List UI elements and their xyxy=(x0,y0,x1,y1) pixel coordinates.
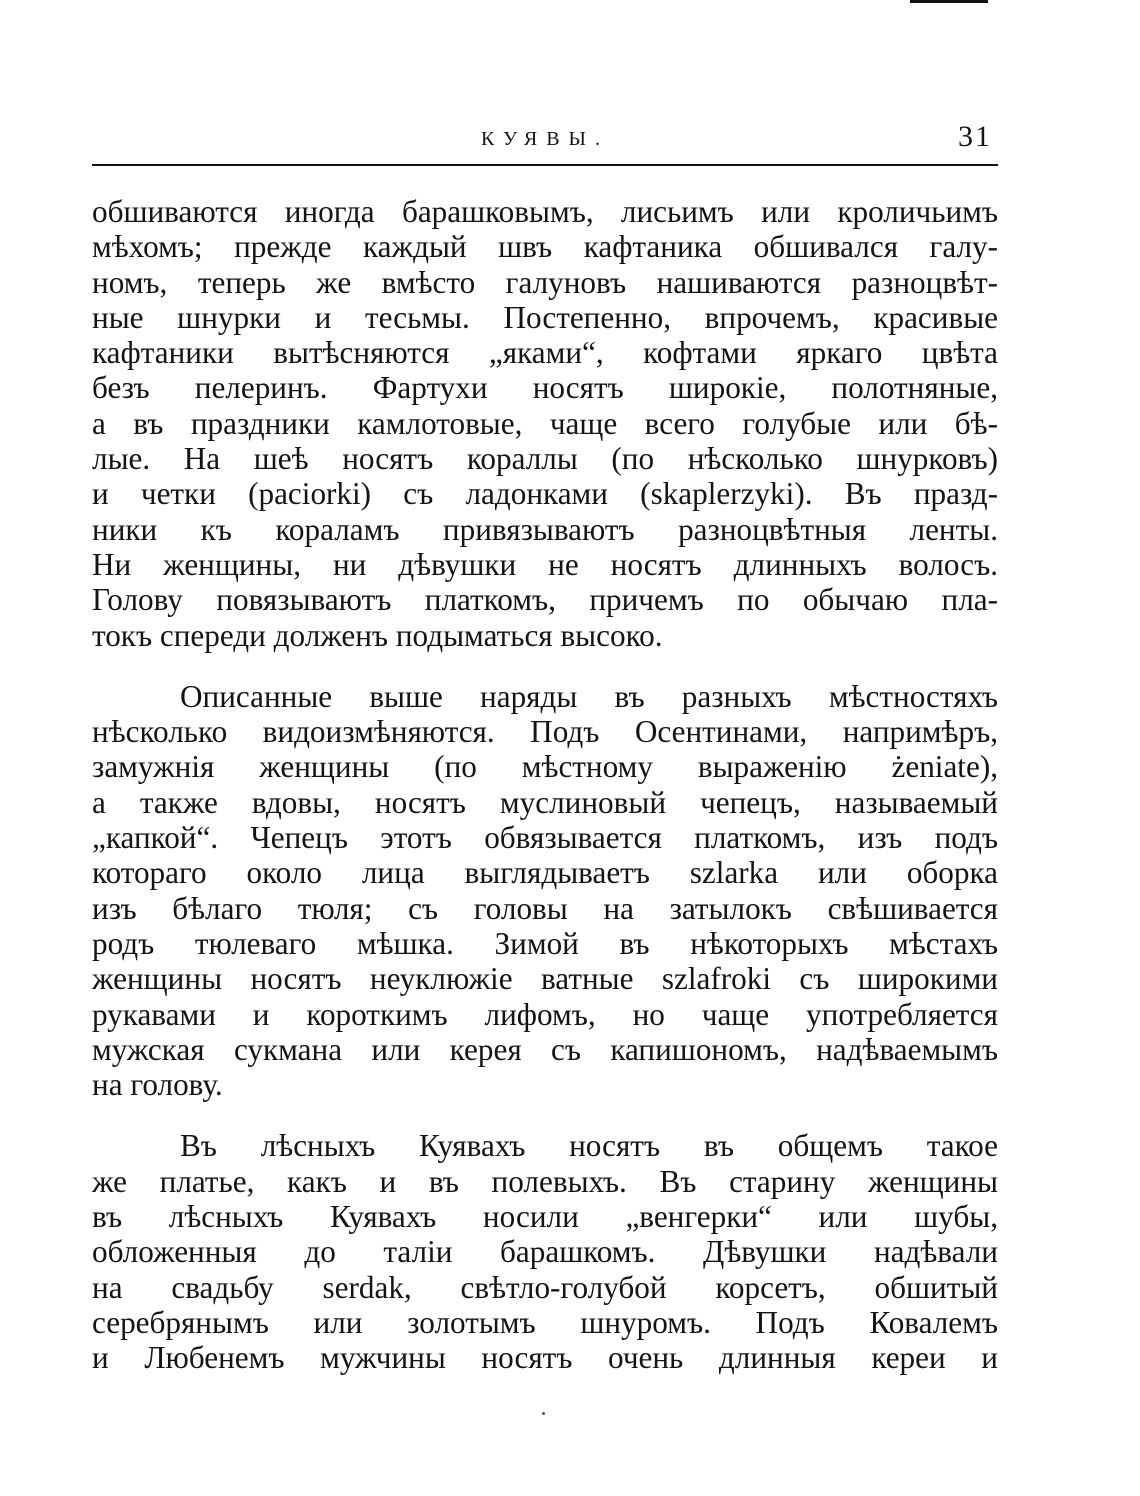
page-number: 31 xyxy=(958,120,992,153)
text-line: изъ бѣлаго тюля; съ головы на затылокъ свѣшивается xyxy=(92,890,998,926)
paragraph xyxy=(92,679,998,1103)
text-line: Въ лѣсныхъ Куявахъ носятъ въ общемъ такое xyxy=(180,1128,998,1164)
running-head xyxy=(92,120,998,164)
text-line: ники къ кораламъ привязываютъ разноцвѣтныя ленты. xyxy=(92,511,998,547)
text-line: и четки (paciorki) съ ладонками (skaplerzyki). Въ празд- xyxy=(92,476,998,512)
running-title: КУЯВЫ. xyxy=(481,128,609,150)
text-line: котораго около лица выглядываетъ szlarka или оборка xyxy=(92,855,998,891)
stray-print-dot xyxy=(542,1412,545,1415)
book-page xyxy=(92,120,998,1376)
body-text xyxy=(92,194,998,1376)
text-line: безъ пелеринъ. Фартухи носятъ широкіе, полотняные, xyxy=(92,370,998,406)
text-line: а также вдовы, носятъ муслиновый чепецъ, называемый xyxy=(92,784,998,820)
text-line: серебрянымъ или золотымъ шнуромъ. Подъ Ковалемъ xyxy=(92,1304,998,1340)
text-line: ные шнурки и тесьмы. Постепенно, впрочемъ, красивые xyxy=(92,299,998,335)
header-rule xyxy=(92,164,998,166)
text-line: нѣсколько видоизмѣняются. Подъ Осентинами, напримѣръ, xyxy=(92,714,998,750)
text-line: мужская сукмана или керея съ капишономъ, надѣваемымъ xyxy=(92,1031,998,1067)
text-line: на свадьбу serdak, свѣтло-голубой корсетъ, обшитый xyxy=(92,1269,998,1305)
text-line: мѣхомъ; прежде каждый швъ кафтаника обшивался галу- xyxy=(92,229,998,265)
text-line: лые. На шеѣ носятъ кораллы (по нѣсколько шнурковъ) xyxy=(92,441,998,477)
text-line: номъ, теперь же вмѣсто галуновъ нашиваются разноцвѣт- xyxy=(92,264,998,300)
text-line: токъ спереди долженъ подыматься высоко. xyxy=(92,617,663,653)
text-line: обшиваются иногда барашковымъ, лисьимъ или кроличьимъ xyxy=(92,194,998,229)
text-line: Ни женщины, ни дѣвушки не носятъ длинныхъ волосъ. xyxy=(92,546,998,582)
text-line: на голову. xyxy=(92,1067,223,1103)
text-line: и Любенемъ мужчины носятъ очень длинныя кереи и xyxy=(92,1340,998,1376)
text-line: замужнія женщины (по мѣстному выраженію żeniate), xyxy=(92,749,998,785)
text-line: въ лѣсныхъ Куявахъ носили „венгерки“ или шубы, xyxy=(92,1199,998,1235)
text-line: Описанные выше наряды въ разныхъ мѣстностяхъ xyxy=(180,678,998,714)
text-line: „капкой“. Чепецъ этотъ обвязывается платкомъ, изъ подъ xyxy=(92,820,998,856)
paragraph xyxy=(92,1128,998,1375)
paragraph xyxy=(92,194,998,653)
text-line: же платье, какъ и въ полевыхъ. Въ старину женщины xyxy=(92,1163,998,1199)
text-line: Голову повязываютъ платкомъ, причемъ по обычаю пла- xyxy=(92,582,998,618)
text-line: женщины носятъ неуклюжіе ватные szlafroki съ широкими xyxy=(92,961,998,997)
text-line: рукавами и короткимъ лифомъ, но чаще употребляется xyxy=(92,996,998,1032)
text-line: обложенныя до таліи барашкомъ. Дѣвушки надѣвали xyxy=(92,1234,998,1270)
text-line: а въ праздники камлотовые, чаще всего голубые или бѣ- xyxy=(92,405,998,441)
corner-rule-mark xyxy=(910,0,988,3)
text-line: родъ тюлеваго мѣшка. Зимой въ нѣкоторыхъ мѣстахъ xyxy=(92,925,998,961)
text-line: кафтаники вытѣсняются „яками“, кофтами яркаго цвѣта xyxy=(92,335,998,371)
